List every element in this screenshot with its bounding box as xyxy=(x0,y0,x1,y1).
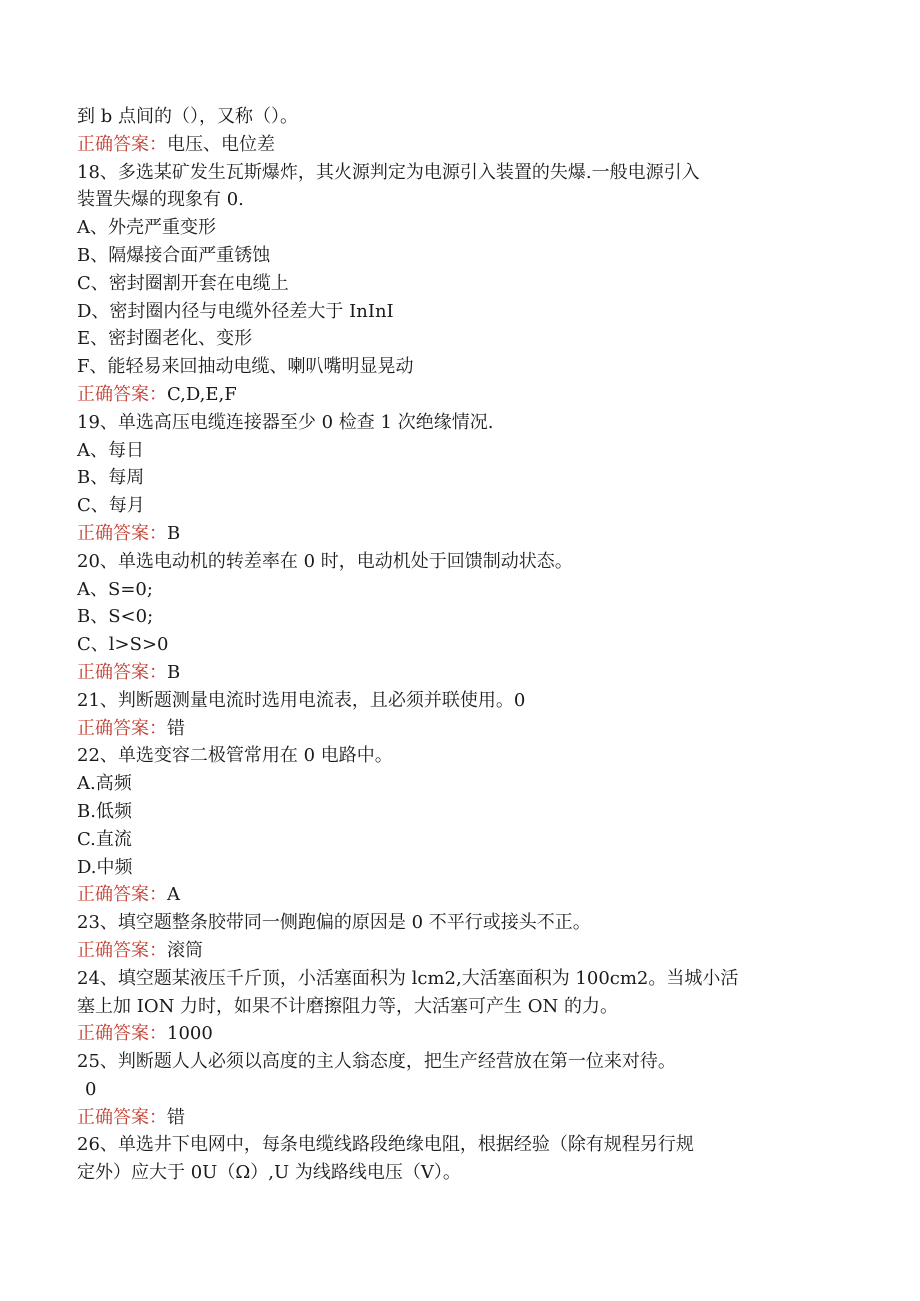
answer-line xyxy=(77,1020,837,1048)
answer-value: 1000 xyxy=(167,1023,213,1045)
answer-value: 错 xyxy=(167,717,185,739)
answer-line xyxy=(77,881,837,909)
answer-line xyxy=(77,1104,837,1132)
answer-value: 滚筒 xyxy=(167,939,203,961)
text-line: C.直流 xyxy=(77,828,132,850)
answer-value: B xyxy=(167,522,181,544)
answer-value: A xyxy=(167,884,180,906)
answer-label: 正确答案： xyxy=(77,1023,167,1045)
answer-label: 正确答案： xyxy=(77,939,167,961)
answer-line xyxy=(77,659,837,687)
answer-value: C,D,E,F xyxy=(167,383,237,405)
text-line: 0 xyxy=(85,1078,97,1100)
answer-label: 正确答案： xyxy=(77,383,167,405)
answer-label: 正确答案： xyxy=(77,717,167,739)
answer-label: 正确答案： xyxy=(77,133,167,155)
answer-label: 正确答案： xyxy=(77,522,167,544)
answer-line xyxy=(77,381,837,409)
text-line: 18、多选某矿发生瓦斯爆炸，其火源判定为电源引入装置的失爆.一般电源引入 xyxy=(77,161,700,183)
answer-line xyxy=(77,131,837,159)
answer-label: 正确答案： xyxy=(77,884,167,906)
text-line: 22、单选变容二极管常用在 0 电路中。 xyxy=(77,745,393,767)
text-line: 到 b 点间的（），又称（）。 xyxy=(77,106,298,127)
text-line: A、外壳严重变形 xyxy=(77,217,216,239)
answer-line xyxy=(77,520,837,548)
text-line: F、能轻易来回抽动电缆、喇叭嘴明显晃动 xyxy=(77,356,414,378)
text-line: E、密封圈老化、变形 xyxy=(77,328,253,350)
text-line: 24、填空题某液压千斤顶，小活塞面积为 lcm2,大活塞面积为 100cm2。当城小活 xyxy=(77,967,739,989)
text-line: 20、单选电动机的转差率在 0 时，电动机处于回馈制动状态。 xyxy=(77,550,573,572)
text-line: A.高频 xyxy=(77,773,132,795)
text-line: B、每周 xyxy=(77,467,145,489)
document-body xyxy=(77,103,837,1187)
text-line: 装置失爆的现象有 0. xyxy=(77,189,244,211)
text-line: 23、填空题整条胶带同一侧跑偏的原因是 0 不平行或接头不正。 xyxy=(77,912,591,934)
text-line: 26、单选井下电网中，每条电缆线路段绝缘电阻，根据经验（除有规程另行规 xyxy=(77,1134,694,1156)
text-line: B.低频 xyxy=(77,800,132,822)
answer-label: 正确答案： xyxy=(77,1106,167,1128)
text-line: 25、判断题人人必须以高度的主人翁态度，把生产经营放在第一位来对待。 xyxy=(77,1051,676,1073)
answer-value: B xyxy=(167,661,181,683)
answer-value: 电压、电位差 xyxy=(167,133,275,155)
answer-line xyxy=(77,937,837,965)
text-line: D、密封圈内径与电缆外径差大于 InInI xyxy=(77,300,394,322)
text-line: B、隔爆接合面严重锈蚀 xyxy=(77,244,271,266)
text-line: 定外）应大于 0U（Ω）,U 为线路线电压（V）。 xyxy=(77,1162,461,1184)
text-line: 21、判断题测量电流时选用电流表，且必须并联使用。0 xyxy=(77,689,526,711)
text-line: B、S<0; xyxy=(77,606,154,628)
text-line: C、每月 xyxy=(77,495,145,517)
answer-label: 正确答案： xyxy=(77,661,167,683)
answer-value: 错 xyxy=(167,1106,185,1128)
text-line: C、l>S>0 xyxy=(77,634,169,656)
text-line: A、S=0; xyxy=(77,578,153,600)
answer-line xyxy=(77,715,837,743)
text-line: A、每日 xyxy=(77,439,144,461)
text-line: D.中频 xyxy=(77,856,133,878)
text-line: 塞上加 ION 力时，如果不计磨擦阻力等，大活塞可产生 ON 的力。 xyxy=(77,995,619,1017)
text-line: 19、单选高压电缆连接器至少 0 检查 1 次绝缘情况. xyxy=(77,411,494,433)
text-line: C、密封圈割开套在电缆上 xyxy=(77,272,289,294)
